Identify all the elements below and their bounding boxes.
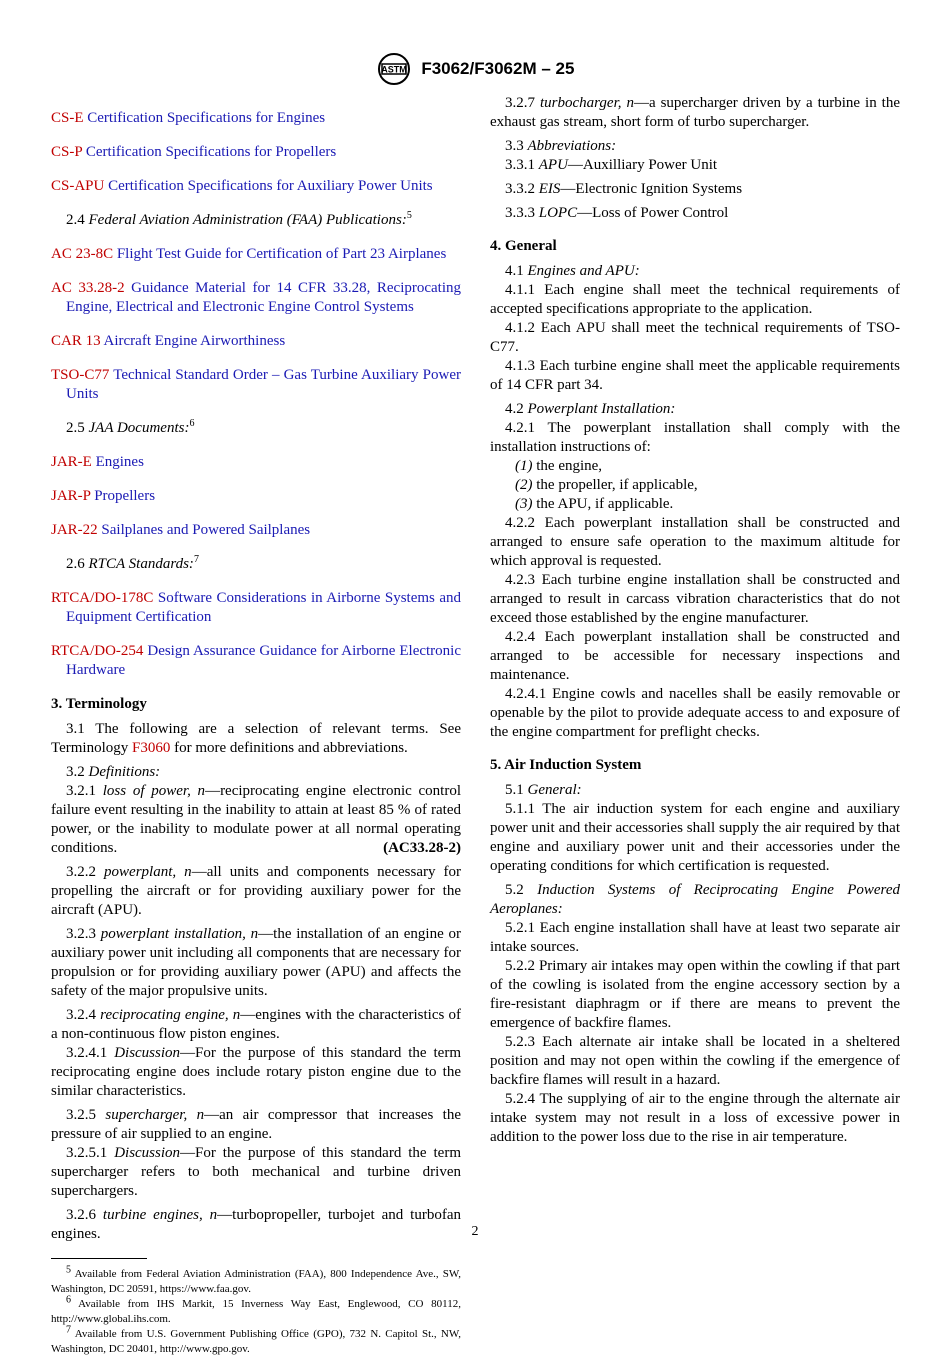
list-item: (2) the propeller, if applicable, bbox=[515, 477, 698, 493]
section-4-1-2: 4.1.2 Each APU shall meet the technical requirements of TSO-C77. bbox=[490, 320, 900, 355]
section-3-3-2: 3.3.2 EIS—Electronic Ignition Systems bbox=[505, 181, 743, 197]
reference-title[interactable]: Guidance Material for 14 CFR 33.28, Reciprocating Engine, Electrical and Electronic Engine Control Systems bbox=[66, 280, 462, 315]
reference-title[interactable]: Sailplanes and Powered Sailplanes bbox=[101, 522, 311, 538]
section-4-1: 4.1 Engines and APU: bbox=[505, 263, 640, 279]
reference-code[interactable]: CS-APU bbox=[51, 178, 105, 194]
section-3-heading: 3. Terminology bbox=[51, 696, 147, 712]
footnote: $^5$ Available from Federal Aviation Administration (FAA), 800 Independence Ave., SW, Washington, DC 20591, https://www.faa.gov. bbox=[51, 1264, 461, 1295]
reference-code[interactable]: CS-E bbox=[51, 110, 84, 126]
footnote-divider bbox=[51, 1258, 147, 1259]
reference-item bbox=[51, 453, 461, 472]
page-header bbox=[0, 52, 950, 86]
jaa-references bbox=[51, 453, 461, 540]
reference-title[interactable]: Technical Standard Order – Gas Turbine Auxiliary Power Units bbox=[66, 367, 461, 402]
reference-title[interactable]: Aircraft Engine Airworthiness bbox=[103, 333, 286, 349]
section-2-5: 2.5 JAA Documents:$^6$ bbox=[66, 418, 195, 436]
section-4-2: 4.2 Powerplant Installation: bbox=[505, 401, 676, 417]
section-3-2-5-1: 3.2.5.1 Discussion—For the purpose of this standard the term supercharger refers to both mechanical and turbine driven superchargers. bbox=[51, 1145, 462, 1199]
reference-item bbox=[51, 366, 461, 404]
astm-logo-icon bbox=[376, 52, 412, 86]
section-4-2-4: 4.2.4 Each powerplant installation shall be constructed and arranged to be accessible for necessary inspections and maintenance. bbox=[490, 629, 900, 683]
reference-title[interactable]: Engines bbox=[95, 454, 144, 470]
reference-item bbox=[51, 521, 461, 540]
section-3-2-5: 3.2.5 supercharger, n—an air compressor that increases the pressure of air supplied to an engine. bbox=[51, 1107, 462, 1142]
faa-references bbox=[51, 245, 461, 404]
section-5-1: 5.1 General: bbox=[505, 782, 582, 798]
section-5-2-4: 5.2.4 The supplying of air to the engine through the alternate air intake system may not result in a loss of excessive power in addition to the power loss due to the rise in air temperature. bbox=[490, 1091, 900, 1145]
section-3-3: 3.3 Abbreviations: bbox=[505, 138, 617, 154]
section-5-2-2: 5.2.2 Primary air intakes may open within the cowling if that part of the cowling is isolated from the engine accessory section by a fire-resistant diaphragm or if there are means to prevent the emergence of backfire flames. bbox=[490, 958, 900, 1031]
page-number: 2 bbox=[471, 1224, 479, 1239]
section-3-3-1: 3.3.1 APU—Auxilliary Power Unit bbox=[505, 157, 718, 173]
reference-item bbox=[51, 332, 461, 351]
section-3-2: 3.2 Definitions: bbox=[66, 764, 161, 780]
svg-text:ASTM: ASTM bbox=[380, 64, 407, 75]
reference-item bbox=[51, 589, 461, 627]
terminology-link[interactable]: F3060 bbox=[132, 740, 171, 756]
section-3-2-2: 3.2.2 powerplant, n—all units and components necessary for propelling the aircraft or for providing auxiliary power for the aircraft (APU). bbox=[51, 864, 462, 918]
section-4-1-1: 4.1.1 Each engine shall meet the technical requirements of accepted specifications appropriate to the application. bbox=[490, 282, 900, 317]
list-item: (1) the engine, bbox=[515, 458, 603, 474]
section-5-1-1: 5.1.1 The air induction system for each engine and auxiliary power unit and their accessories shall supply the air required by that engine and auxiliary power unit and their accessories under the operating conditions for which certification is requested. bbox=[490, 801, 900, 874]
section-2-4: 2.4 Federal Aviation Administration (FAA) Publications:$^5$ bbox=[66, 210, 412, 228]
reference-title[interactable]: Flight Test Guide for Certification of Part 23 Airplanes bbox=[116, 246, 447, 262]
section-4-heading: 4. General bbox=[490, 238, 557, 254]
reference-code[interactable]: CS-P bbox=[51, 144, 83, 160]
section-3-2-6: 3.2.6 turbine engines, n—turbopropeller, turbojet and turbofan engines. bbox=[51, 1207, 461, 1242]
section-5-2-1: 5.2.1 Each engine installation shall have at least two separate air intake sources. bbox=[490, 920, 900, 955]
reference-code[interactable]: RTCA/DO-254 bbox=[51, 643, 144, 659]
section-5-2-3: 5.2.3 Each alternate air intake shall be located in a sheltered position and may not open within the cowling if the emergence of backfire flames will result in a hazard. bbox=[490, 1034, 900, 1088]
reference-item bbox=[51, 642, 461, 680]
reference-item bbox=[51, 245, 461, 264]
reference-title[interactable]: Certification Specifications for Propellers bbox=[85, 144, 337, 160]
section-4-1-3: 4.1.3 Each turbine engine shall meet the applicable requirements of 14 CFR part 34. bbox=[490, 358, 900, 393]
document-designation: F3062/F3062M – 25 bbox=[421, 59, 575, 78]
section-3-2-3: 3.2.3 powerplant installation, n—the installation of an engine or auxiliary power unit including all components that are necessary for propulsion or for providing auxiliary power (APU) and affects the safety of the major propulsive units. bbox=[51, 926, 461, 999]
section-4-2-1: 4.2.1 The powerplant installation shall comply with the installation instructions of: bbox=[490, 420, 900, 455]
section-5-2: 5.2 Induction Systems of Reciprocating Engine Powered Aeroplanes: bbox=[490, 882, 900, 917]
rtca-references bbox=[51, 589, 461, 680]
section-2-6: 2.6 RTCA Standards:$^7$ bbox=[66, 554, 199, 572]
reference-code[interactable]: JAR-E bbox=[51, 454, 92, 470]
section-3-2-1: 3.2.1 loss of power, n—reciprocating engine electronic control failure event resulting in the inability to attain at least 85 % of rated power, or the inability to modulate power at all normal operating conditions. (AC33.28-2) bbox=[51, 783, 461, 856]
ec-references bbox=[51, 109, 461, 196]
section-5-heading: 5. Air Induction System bbox=[490, 757, 642, 773]
section-3-2-4-1: 3.2.4.1 Discussion—For the purpose of this standard the term reciprocating engine does include rotary piston engine due to the similar characteristics. bbox=[51, 1045, 462, 1099]
reference-code[interactable]: JAR-P bbox=[51, 488, 91, 504]
section-4-2-4-1: 4.2.4.1 Engine cowls and nacelles shall be easily removable or openable by the pilot to provide adequate access to and exposure of the engine compartment for preflight checks. bbox=[490, 686, 900, 740]
reference-item bbox=[51, 279, 461, 317]
section-3-2-7: 3.2.7 turbocharger, n—a supercharger driven by a turbine in the exhaust gas stream, short form of turbo supercharger. bbox=[490, 95, 901, 130]
reference-code[interactable]: RTCA/DO-178C bbox=[51, 590, 154, 606]
reference-item bbox=[51, 143, 461, 162]
reference-code[interactable]: AC 33.28-2 bbox=[51, 280, 125, 296]
list-item: (3) the APU, if applicable. bbox=[515, 496, 674, 512]
left-column bbox=[51, 94, 461, 1357]
reference-title[interactable]: Propellers bbox=[94, 488, 156, 504]
reference-item bbox=[51, 177, 461, 196]
section-3-2-4: 3.2.4 reciprocating engine, n—engines with the characteristics of a non-continuous flow piston engines. bbox=[51, 1007, 461, 1042]
reference-title[interactable]: Certification Specifications for Engines bbox=[87, 110, 326, 126]
reference-item bbox=[51, 109, 461, 128]
source-citation: (AC33.28-2) bbox=[383, 840, 461, 856]
footnote: $^6$ Available from IHS Markit, 15 Inverness Way East, Englewood, CO 80112, http://www.global.ihs.com. bbox=[51, 1294, 461, 1325]
section-3-3-3: 3.3.3 LOPC—Loss of Power Control bbox=[505, 205, 729, 221]
section-4-2-3: 4.2.3 Each turbine engine installation shall be constructed and arranged to result in carcass vibration characteristics that do not exceed those established by the engine manufacturer. bbox=[490, 572, 900, 626]
section-3-1: 3.1 The following are a selection of relevant terms. See Terminology F3060 for more definitions and abbreviations. bbox=[51, 721, 461, 756]
reference-code[interactable]: TSO-C77 bbox=[51, 367, 110, 383]
section-4-2-2: 4.2.2 Each powerplant installation shall be constructed and arranged to ensure safe operation to the maximum altitude for which approval is requested. bbox=[490, 515, 900, 569]
footnote: $^7$ Available from U.S. Government Publishing Office (GPO), 732 N. Capitol St., NW, Washington, DC 20401, http://www.gpo.gov. bbox=[51, 1324, 461, 1355]
reference-title[interactable]: Certification Specifications for Auxiliary Power Units bbox=[108, 178, 433, 194]
right-column bbox=[490, 94, 900, 1147]
reference-code[interactable]: CAR 13 bbox=[51, 333, 101, 349]
reference-title[interactable]: Design Assurance Guidance for Airborne Electronic Hardware bbox=[66, 643, 462, 678]
reference-title[interactable]: Software Considerations in Airborne Systems and Equipment Certification bbox=[66, 590, 462, 625]
reference-item bbox=[51, 487, 461, 506]
reference-code[interactable]: JAR-22 bbox=[51, 522, 98, 538]
reference-code[interactable]: AC 23-8C bbox=[51, 246, 114, 262]
